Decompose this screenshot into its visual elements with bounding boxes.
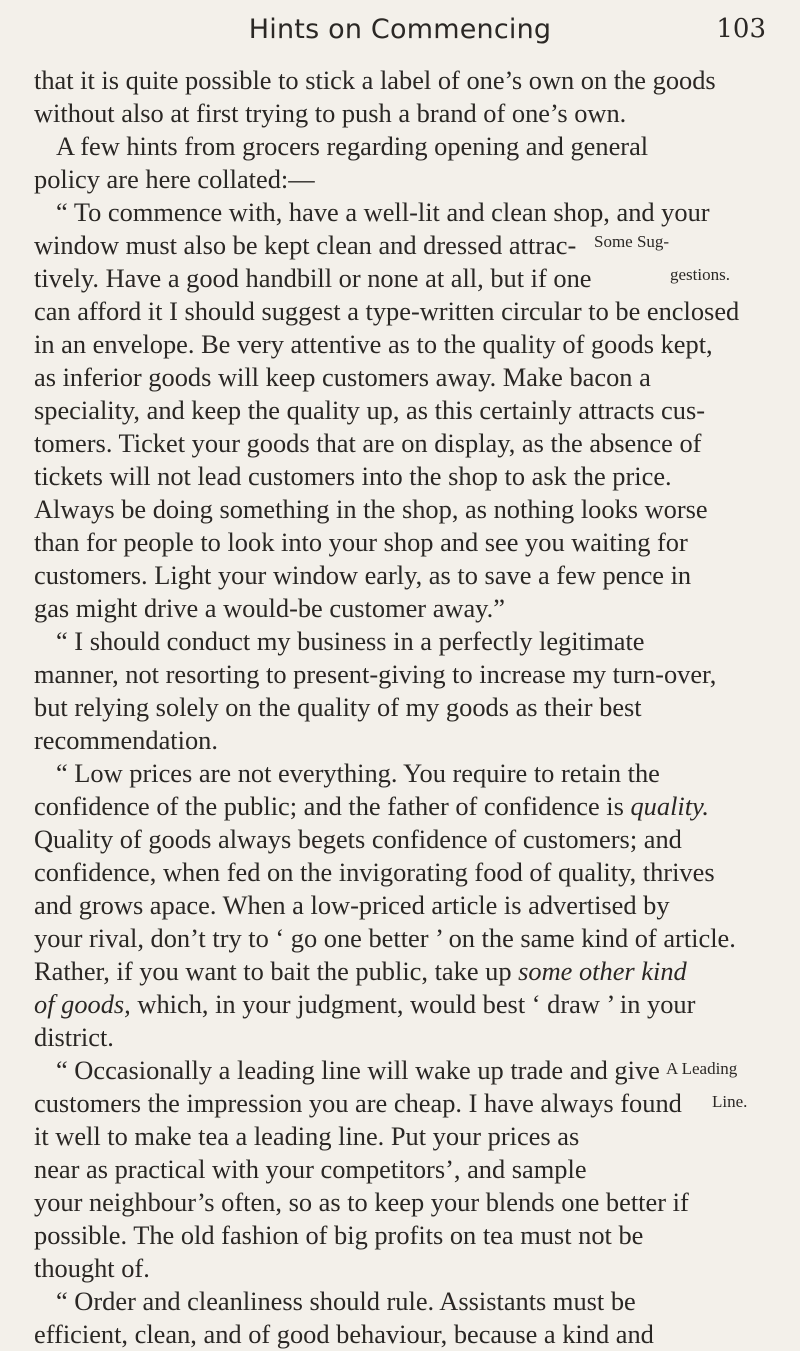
text-line: manner, not resorting to present-giving to increase my turn-over, bbox=[34, 659, 717, 689]
text-line: confidence, when fed on the invigorating food of quality, thrives bbox=[34, 857, 715, 887]
running-head bbox=[0, 10, 800, 50]
text-line: “ Order and cleanliness should rule. Assistants must be bbox=[56, 1286, 636, 1316]
text-line: tomers. Ticket your goods that are on display, as the absence of bbox=[34, 428, 702, 458]
text-line: A few hints from grocers regarding opening and general bbox=[56, 131, 649, 161]
text-line: near as practical with your competitors’, and sample bbox=[34, 1154, 587, 1184]
text-line: tively. Have a good handbill or none at all, but if one bbox=[34, 263, 592, 293]
text-line: in an envelope. Be very attentive as to the quality of goods kept, bbox=[34, 329, 713, 359]
italic-text: some other kind bbox=[518, 956, 687, 986]
text-line: as inferior goods will keep customers away. Make bacon a bbox=[34, 362, 651, 392]
text-line: window must also be kept clean and dressed attrac- bbox=[34, 230, 577, 260]
italic-text: of goods, bbox=[34, 989, 131, 1019]
text-line: it well to make tea a leading line. Put your prices as bbox=[34, 1121, 580, 1151]
text-line: gas might drive a would-be customer away.” bbox=[34, 593, 505, 623]
margin-note-leading-line-line1: A Leading bbox=[666, 1059, 738, 1078]
text-line: recommendation. bbox=[34, 725, 218, 755]
text-line: customers the impression you are cheap. I have always found bbox=[34, 1088, 682, 1118]
running-title: Hints on Commencing bbox=[248, 14, 552, 45]
text-line: efficient, clean, and of good behaviour, because a kind and bbox=[34, 1319, 654, 1349]
text-line: “ To commence with, have a well-lit and clean shop, and your bbox=[56, 197, 710, 227]
text-line: Quality of goods always begets confidence of customers; and bbox=[34, 824, 682, 854]
text-line: your neighbour’s often, so as to keep your blends one better if bbox=[34, 1187, 689, 1217]
text-line: policy are here collated:— bbox=[34, 164, 315, 194]
text-line: customers. Light your window early, as to save a few pence in bbox=[34, 560, 692, 590]
text-line: than for people to look into your shop and see you waiting for bbox=[34, 527, 688, 557]
text-line: “ I should conduct my business in a perfectly legitimate bbox=[56, 626, 645, 656]
text-line: confidence of the public; and the father of confidence is quality. bbox=[34, 791, 709, 821]
text-line: possible. The old fashion of big profits on tea must not be bbox=[34, 1220, 644, 1250]
margin-note-leading-line-line2: Line. bbox=[712, 1092, 748, 1111]
text-line: your rival, don’t try to ‘ go one better ’ on the same kind of article. bbox=[34, 923, 736, 953]
text-line: Rather, if you want to bait the public, take up some other kind bbox=[34, 956, 687, 986]
text-line: “ Occasionally a leading line will wake up trade and give bbox=[56, 1055, 660, 1085]
text-line: district. bbox=[34, 1022, 114, 1052]
text-line: thought of. bbox=[34, 1253, 150, 1283]
text-line: that it is quite possible to stick a label of one’s own on the goods bbox=[34, 65, 716, 95]
text-line: tickets will not lead customers into the shop to ask the price. bbox=[34, 461, 672, 491]
text-line: speciality, and keep the quality up, as this certainly attracts cus- bbox=[34, 395, 706, 425]
margin-note-some-suggestions-line1: Some Sug- bbox=[594, 232, 670, 251]
margin-note-some-suggestions-line2: gestions. bbox=[670, 265, 730, 284]
text-line: Always be doing something in the shop, as nothing looks worse bbox=[34, 494, 708, 524]
page-number: 103 bbox=[716, 14, 766, 44]
italic-text: quality. bbox=[630, 791, 709, 821]
text-line: and grows apace. When a low-priced article is advertised by bbox=[34, 890, 670, 920]
text-line: of goods, which, in your judgment, would best ‘ draw ’ in your bbox=[34, 989, 696, 1019]
body-text bbox=[34, 64, 764, 1351]
text-line: “ Low prices are not everything. You require to retain the bbox=[56, 758, 660, 788]
text-line: can afford it I should suggest a type-written circular to be enclosed bbox=[34, 296, 740, 326]
text-line: without also at first trying to push a brand of one’s own. bbox=[34, 98, 627, 128]
text-line: but relying solely on the quality of my goods as their best bbox=[34, 692, 642, 722]
